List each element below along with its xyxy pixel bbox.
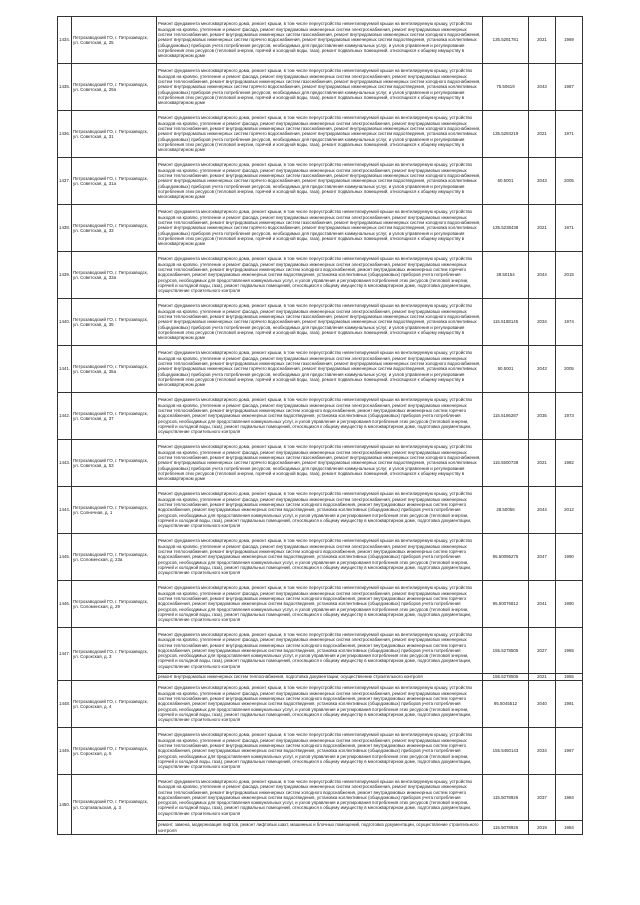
repair-cost: 155.5278505 [483,673,528,680]
repair-works: Ремонт фундамента многоквартирного дома, ремонт крыши, в том числе переустройство невентилируемой крыши на вентилируемую крышу, устройство выходов на кровлю, утепление и ремонт фасада, ремонт внутридомовых инженерных систем электроснабжения, ремонт внутридомовых инженерных систем теплоснабжения, ремонт внутридомовых инженерных систем холодного водоснабжения, ремонт внутридомовых инженерных систем горячего водоснабжения, ремонт внутридомовых инженерных систем водоотведения, установка коллективных (общедомовых) приборов учета потребления ресурсов, необходимых для предоставления коммунальных услуг, и узлов управления и регулирования потребления этих ресурсов (тепловой энергии, горячей и холодной воды, газа), ремонт подвальных помещений, относящихся к общему имуществу в многоквартирном доме, подготовка документации, осуществление строительного контроля [158,491,473,529]
repair-year-cell [529,17,556,64]
house-address: Петрозаводский ГО, г. Петрозаводск, ул. Сорокская, д. 5 [72,728,157,775]
house-address: Петрозаводский ГО, г. Петрозаводск, ул. Советская, д. 35 [72,299,157,346]
row-number: 1438. [58,205,72,252]
repair-cost: 155.5450143 [492,748,519,754]
repair-year-cell [529,111,556,158]
repair-works: Ремонт фундамента многоквартирного дома, ремонт крыши, в том числе переустройство невентилируемой крыши на вентилируемую крышу, устройство выходов на кровлю, утепление и ремонт фасада, ремонт внутридомовых инженерных систем электроснабжения, ремонт внутридомовых инженерных систем теплоснабжения, ремонт внутридомовых инженерных систем газоснабжения, ремонт внутридомовых инженерных систем холодного водоснабжения, ремонт внутридомовых инженерных систем горячего водоснабжения, ремонт внутридомовых инженерных систем водоотведения, установка коллективных (общедомовых) приборов учета потребления ресурсов, необходимых для предоставления коммунальных услуг, и узлов управления и регулирования потребления этих ресурсов (тепловой энергии, горячей и холодной воды, газа), ремонт подвальных помещений, относящихся к общему имуществу в многоквартирном доме [158,68,481,106]
house-address: Петрозаводский ГО, г. Петрозаводск, ул. Советская, д. 29а [72,64,157,111]
table-row [58,728,583,775]
repair-works-cell [157,205,483,252]
repair-cost-cell [483,64,529,111]
repair-year-cell [529,346,556,393]
repair-works-cell [157,440,483,487]
repair-works-cell [157,393,483,440]
repair-year-cell [529,628,556,681]
house-address: Петрозаводский ГО, г. Петрозаводск, ул. Советская, д. 25 [72,17,157,64]
row-number: 1441. [58,346,72,393]
build-year: 1984 [564,794,574,800]
build-year: 1971 [564,225,574,231]
row-number: 1434. [58,17,72,64]
repair-works-cell [157,681,483,728]
build-year: 1967 [564,748,574,754]
house-address: Петрозаводский ГО, г. Петрозаводск, ул. Советская, д. 37 [72,393,157,440]
repair-cost: 115.5188145 [492,319,519,325]
repair-year: 2034 [537,748,547,754]
build-year-cell [556,111,583,158]
repair-works-cell [157,252,483,299]
table-row [58,17,583,64]
repair-cost: 135.5238438 [492,225,519,231]
repair-year-cell [529,64,556,111]
repair-cost-cell [483,728,529,775]
repair-works: ремонт, замена, модернизация лифтов, ремонт лифтовых шахт, машинных и блочных помещений, подготовка документации, осуществление строительного контроля [157,820,482,834]
repair-year: 2021 [537,131,547,137]
row-number: 1448. [58,681,72,728]
build-year: 1965 [564,647,574,653]
repair-works-cell [157,111,483,158]
repair-year: 2044 [537,507,547,513]
row-number: 1447. [58,628,72,681]
repair-works: Ремонт фундамента многоквартирного дома, ремонт крыши, в том числе переустройство невентилируемой крыши на вентилируемую крышу, устройство выходов на кровлю, утепление и ремонт фасада, ремонт внутридомовых инженерных систем электроснабжения, ремонт внутридомовых инженерных систем теплоснабжения, ремонт внутридомовых инженерных систем холодного водоснабжения, ремонт внутридомовых инженерных систем горячего водоснабжения, ремонт внутридомовых инженерных систем водоотведения, установка коллективных (общедомовых) приборов учета потребления ресурсов, необходимых для предоставления коммунальных услуг, и узлов управления и регулирования потребления этих ресурсов (тепловой энергии, горячей и холодной воды, газа), ремонт подвальных помещений, относящихся к общему имуществу в многоквартирном доме, подготовка документации, осуществление строительного контроля [158,397,473,435]
repair-cost-cell [483,346,529,393]
repair-cost: 155.5278505 [492,647,519,653]
repair-year-cell [529,158,556,205]
row-number: 1449. [58,728,72,775]
build-year: 1971 [564,131,574,137]
repair-year-cell [529,252,556,299]
repair-year-cell [529,534,556,581]
house-address: Петрозаводский ГО, г. Петрозаводск, ул. Советская, д. 33а [72,252,157,299]
repair-works: Ремонт фундамента многоквартирного дома, ремонт крыши, в том числе переустройство невентилируемой крыши на вентилируемую крышу, устройство выходов на кровлю, утепление и ремонт фасада, ремонт внутридомовых инженерных систем электроснабжения, ремонт внутридомовых инженерных систем теплоснабжения, ремонт внутридомовых инженерных систем газоснабжения, ремонт внутридомовых инженерных систем холодного водоснабжения, ремонт внутридомовых инженерных систем горячего водоснабжения, ремонт внутридомовых инженерных систем водоотведения, установка коллективных (общедомовых) приборов учета потребления ресурсов, необходимых для предоставления коммунальных услуг, и узлов управления и регулирования потребления этих ресурсов (тепловой энергии, горячей и холодной воды, газа), ремонт подвальных помещений, относящихся к общему имуществу в многоквартирном доме [158,115,481,153]
repair-works-cell [157,487,483,534]
table-row [58,158,583,205]
repair-year: 2021 [537,37,547,43]
repair-cost: 28.50154 [496,272,515,278]
build-year: 2015 [564,272,574,278]
house-address: Петрозаводский ГО, г. Петрозаводск, ул. Советская, д. 31а [72,158,157,205]
repair-cost-cell [483,534,529,581]
house-address: Петрозаводский ГО, г. Петрозаводск, ул. Солнечная, д. 1 [72,487,157,534]
repair-works: Ремонт фундамента многоквартирного дома, ремонт крыши, в том числе переустройство невентилируемой крыши на вентилируемую крышу, устройство выходов на кровлю, утепление и ремонт фасада, ремонт внутридомовых инженерных систем электроснабжения, ремонт внутридомовых инженерных систем теплоснабжения, ремонт внутридомовых инженерных систем холодного водоснабжения, ремонт внутридомовых инженерных систем горячего водоснабжения, ремонт внутридомовых инженерных систем водоотведения, установка коллективных (общедомовых) приборов учета потребления ресурсов, необходимых для предоставления коммунальных услуг, и узлов управления и регулирования потребления этих ресурсов (тепловой энергии, горячей и холодной воды, газа), ремонт подвальных помещений, относящихся к общему имуществу в многоквартирном доме, подготовка документации, осуществление строительного контроля [158,631,473,669]
row-number: 1437. [58,158,72,205]
repair-works: Ремонт фундамента многоквартирного дома, ремонт крыши, в том числе переустройство невентилируемой крыши на вентилируемую крышу, устройство выходов на кровлю, утепление и ремонт фасада, ремонт внутридомовых инженерных систем электроснабжения, ремонт внутридомовых инженерных систем теплоснабжения, ремонт внутридомовых инженерных систем газоснабжения, ремонт внутридомовых инженерных систем холодного водоснабжения, ремонт внутридомовых инженерных систем горячего водоснабжения, ремонт внутридомовых инженерных систем водоотведения, установка коллективных (общедомовых) приборов учета потребления ресурсов, необходимых для предоставления коммунальных услуг, и узлов управления и регулирования потребления этих ресурсов (тепловой энергии, горячей и холодной воды, газа), ремонт подвальных помещений, относящихся к общему имуществу в многоквартирном доме [158,21,481,59]
repair-works-cell [157,581,483,628]
repair-year-cell [529,440,556,487]
repair-cost-cell [483,299,529,346]
repair-year: 2037 [537,794,547,800]
build-year: 2005 [564,366,574,372]
build-year: 1965 [556,673,582,680]
repair-year: 2021 [537,460,547,466]
repair-works: Ремонт фундамента многоквартирного дома, ремонт крыши, в том числе переустройство невентилируемой крыши на вентилируемую крышу, устройство выходов на кровлю, утепление и ремонт фасада, ремонт внутридомовых инженерных систем электроснабжения, ремонт внутридомовых инженерных систем теплоснабжения, ремонт внутридомовых инженерных систем холодного водоснабжения, ремонт внутридомовых инженерных систем горячего водоснабжения, ремонт внутридомовых инженерных систем водоотведения, установка коллективных (общедомовых) приборов учета потребления ресурсов, необходимых для предоставления коммунальных услуг, и узлов управления и регулирования потребления этих ресурсов (тепловой энергии, горячей и холодной воды, газа), ремонт подвальных помещений, относящихся к общему имуществу в многоквартирном доме, подготовка документации, осуществление строительного контроля [158,585,473,623]
repair-works: Ремонт фундамента многоквартирного дома, ремонт крыши, в том числе переустройство невентилируемой крыши на вентилируемую крышу, устройство выходов на кровлю, утепление и ремонт фасада, ремонт внутридомовых инженерных систем электроснабжения, ремонт внутридомовых инженерных систем теплоснабжения, ремонт внутридомовых инженерных систем холодного водоснабжения, ремонт внутридомовых инженерных систем горячего водоснабжения, ремонт внутридомовых инженерных систем водоотведения, установка коллективных (общедомовых) приборов учета потребления ресурсов, необходимых для предоставления коммунальных услуг, и узлов управления и регулирования потребления этих ресурсов (тепловой энергии, горячей и холодной воды, газа), ремонт подвальных помещений, относящихся к общему имуществу в многоквартирном доме, подготовка документации, осуществление строительного контроля [158,256,473,294]
repair-year-cell [529,728,556,775]
build-year: 1973 [564,413,574,419]
repair-works: Ремонт фундамента многоквартирного дома, ремонт крыши, в том числе переустройство невентилируемой крыши на вентилируемую крышу, устройство выходов на кровлю, утепление и ремонт фасада, ремонт внутридомовых инженерных систем электроснабжения, ремонт внутридомовых инженерных систем теплоснабжения, ремонт внутридомовых инженерных систем холодного водоснабжения, ремонт внутридомовых инженерных систем горячего водоснабжения, ремонт внутридомовых инженерных систем водоотведения, установка коллективных (общедомовых) приборов учета потребления ресурсов, необходимых для предоставления коммунальных услуг, и узлов управления и регулирования потребления этих ресурсов (тепловой энергии, горячей и холодной воды, газа), ремонт подвальных помещений, относящихся к общему имуществу в многоквартирном доме, подготовка документации, осуществление строительного контроля [158,685,473,723]
table-row [58,205,583,252]
table-row [58,252,583,299]
repair-cost: 115.5500738 [492,460,519,466]
build-year: 1991 [564,701,574,707]
table-row [58,487,583,534]
repair-works-cell [157,775,483,835]
repair-year: 2043 [537,178,547,184]
build-year: 2012 [564,507,574,513]
house-address: Петрозаводский ГО, г. Петрозаводск, ул. Сортавальская, д. 3 [72,775,157,835]
repair-cost-cell [483,681,529,728]
build-year-cell [556,440,583,487]
repair-cost-cell [483,775,529,835]
build-year-cell [556,775,583,835]
repair-cost: 115.5078926 [492,794,519,800]
house-address: Петрозаводский ГО, г. Петрозаводск, ул. Советская, д. 33 [72,205,157,252]
house-address: Петрозаводский ГО, г. Петрозаводск, ул. Соломенская, д. 29 [72,581,157,628]
row-number: 1440. [58,299,72,346]
repair-year-cell [529,393,556,440]
build-year-cell [556,393,583,440]
repair-works-cell [157,728,483,775]
build-year-cell [556,64,583,111]
table-row [58,628,583,681]
table-row [58,775,583,835]
repair-works-cell [157,64,483,111]
house-address: Петрозаводский ГО, г. Петрозаводск, ул. Советская, д. 35а [72,346,157,393]
build-year-cell [556,158,583,205]
repair-year: 2034 [537,319,547,325]
house-address: Петрозаводский ГО, г. Петрозаводск, ул. Соломенская, д. 23а [72,534,157,581]
repair-year: 2027 [537,647,547,653]
repair-works: Ремонт фундамента многоквартирного дома, ремонт крыши, в том числе переустройство невентилируемой крыши на вентилируемую крышу, устройство выходов на кровлю, утепление и ремонт фасада, ремонт внутридомовых инженерных систем электроснабжения, ремонт внутридомовых инженерных систем теплоснабжения, ремонт внутридомовых инженерных систем холодного водоснабжения, ремонт внутридомовых инженерных систем горячего водоснабжения, ремонт внутридомовых инженерных систем водоотведения, установка коллективных (общедомовых) приборов учета потребления ресурсов, необходимых для предоставления коммунальных услуг, и узлов управления и регулирования потребления этих ресурсов (тепловой энергии, горячей и холодной воды, газа), ремонт подвальных помещений, относящихся к общему имуществу в многоквартирном доме, подготовка документации, осуществление строительного контроля [158,538,473,576]
row-number: 1450. [58,775,72,835]
build-year-cell [556,487,583,534]
repair-cost: 28.50056 [496,507,515,513]
repair-cost-cell [483,158,529,205]
repair-cost: 135.5284219 [492,131,519,137]
repair-cost-cell [483,487,529,534]
repair-year-cell [529,681,556,728]
build-year-cell [556,534,583,581]
build-year: 1990 [564,601,574,607]
repair-works: Ремонт фундамента многоквартирного дома, ремонт крыши, в том числе переустройство невентилируемой крыши на вентилируемую крышу, устройство выходов на кровлю, утепление и ремонт фасада, ремонт внутридомовых инженерных систем электроснабжения, ремонт внутридомовых инженерных систем теплоснабжения, ремонт внутридомовых инженерных систем холодного водоснабжения, ремонт внутридомовых инженерных систем горячего водоснабжения, ремонт внутридомовых инженерных систем водоотведения, установка коллективных (общедомовых) приборов учета потребления ресурсов, необходимых для предоставления коммунальных услуг, и узлов управления и регулирования потребления этих ресурсов (тепловой энергии, горячей и холодной воды, газа), ремонт подвальных помещений, относящихся к общему имуществу в многоквартирном доме, подготовка документации, осуществление строительного контроля [158,778,473,816]
row-number: 1442. [58,393,72,440]
repair-cost-cell [483,440,529,487]
repair-year-cell [529,205,556,252]
build-year-cell [556,299,583,346]
repair-works-cell [157,158,483,205]
repair-year: 2043 [537,84,547,90]
row-number: 1446. [58,581,72,628]
table-body [58,17,583,835]
repair-works-cell [157,299,483,346]
repair-cost: 115.5078926 [483,820,528,834]
table-row [58,534,583,581]
table-row [58,681,583,728]
repair-cost-cell [483,205,529,252]
repair-cost: 50.5001 [497,178,514,184]
repair-cost-cell [483,17,529,64]
repair-cost: 95.50076812 [492,601,519,607]
repair-year: 2043 [537,366,547,372]
repair-year: 2021 [529,673,555,680]
repair-year: 2021 [537,225,547,231]
repair-cost: 95.5045512 [493,701,518,707]
build-year-cell [556,252,583,299]
capital-repair-table [57,16,583,835]
repair-works-cell [157,346,483,393]
build-year: 2005 [564,178,574,184]
repair-works: ремонт внутридомовых инженерных систем теплоснабжения, подготовка документации, осуществление строительного контроля [157,673,482,680]
repair-cost: 95.50096275 [492,554,519,560]
house-address: Петрозаводский ГО, г. Петрозаводск, ул. Сорокская, д. 4 [72,681,157,728]
build-year: 1990 [564,554,574,560]
build-year-cell [556,681,583,728]
repair-works-cell [157,628,483,681]
table-row [58,346,583,393]
table-row [58,64,583,111]
build-year: 1984 [556,820,582,834]
repair-year-cell [529,581,556,628]
repair-works-cell [157,17,483,64]
build-year-cell [556,17,583,64]
repair-year: 2044 [537,272,547,278]
row-number: 1444. [58,487,72,534]
build-year-cell [556,346,583,393]
row-number: 1443. [58,440,72,487]
repair-works: Ремонт фундамента многоквартирного дома, ремонт крыши, в том числе переустройство невентилируемой крыши на вентилируемую крышу, устройство выходов на кровлю, утепление и ремонт фасада, ремонт внутридомовых инженерных систем электроснабжения, ремонт внутридомовых инженерных систем теплоснабжения, ремонт внутридомовых инженерных систем газоснабжения, ремонт внутридомовых инженерных систем холодного водоснабжения, ремонт внутридомовых инженерных систем горячего водоснабжения, ремонт внутридомовых инженерных систем водоотведения, установка коллективных (общедомовых) приборов учета потребления ресурсов, необходимых для предоставления коммунальных услуг, и узлов управления и регулирования потребления этих ресурсов (тепловой энергии, горячей и холодной воды, газа), ремонт подвальных помещений, относящихся к общему имуществу в многоквартирном доме [158,162,481,200]
repair-year: 2040 [537,701,547,707]
repair-works: Ремонт фундамента многоквартирного дома, ремонт крыши, в том числе переустройство невентилируемой крыши на вентилируемую крышу, устройство выходов на кровлю, утепление и ремонт фасада, ремонт внутридомовых инженерных систем электроснабжения, ремонт внутридомовых инженерных систем теплоснабжения, ремонт внутридомовых инженерных систем газоснабжения, ремонт внутридомовых инженерных систем холодного водоснабжения, ремонт внутридомовых инженерных систем горячего водоснабжения, ремонт внутридомовых инженерных систем водоотведения, установка коллективных (общедомовых) приборов учета потребления ресурсов, необходимых для предоставления коммунальных услуг, и узлов управления и регулирования потребления этих ресурсов (тепловой энергии, горячей и холодной воды, газа), ремонт подвальных помещений, относящихся к общему имуществу в многоквартирном доме [158,444,481,482]
build-year: 1974 [564,319,574,325]
table-row [58,299,583,346]
repair-year-cell [529,487,556,534]
repair-year: 2041 [537,601,547,607]
build-year-cell [556,205,583,252]
row-number: 1435. [58,64,72,111]
build-year: 1969 [564,37,574,43]
table-row [58,393,583,440]
repair-year: 2035 [537,413,547,419]
row-number: 1445. [58,534,72,581]
repair-year: 2019 [529,820,555,834]
repair-cost-cell [483,111,529,158]
build-year-cell [556,581,583,628]
table-row [58,111,583,158]
repair-year-cell [529,775,556,835]
repair-cost: 135.5281781 [492,37,519,43]
repair-year: 2047 [537,554,547,560]
repair-cost-cell [483,581,529,628]
row-number: 1436. [58,111,72,158]
house-address: Петрозаводский ГО, г. Петрозаводск, ул. Советская, д. 31 [72,111,157,158]
repair-works: Ремонт фундамента многоквартирного дома, ремонт крыши, в том числе переустройство невентилируемой крыши на вентилируемую крышу, устройство выходов на кровлю, утепление и ремонт фасада, ремонт внутридомовых инженерных систем электроснабжения, ремонт внутридомовых инженерных систем теплоснабжения, ремонт внутридомовых инженерных систем газоснабжения, ремонт внутридомовых инженерных систем холодного водоснабжения, ремонт внутридомовых инженерных систем горячего водоснабжения, ремонт внутридомовых инженерных систем водоотведения, установка коллективных (общедомовых) приборов учета потребления ресурсов, необходимых для предоставления коммунальных услуг, и узлов управления и регулирования потребления этих ресурсов (тепловой энергии, горячей и холодной воды, газа), ремонт подвальных помещений, относящихся к общему имуществу в многоквартирном доме [158,303,481,341]
build-year: 1982 [564,460,574,466]
build-year: 1987 [564,84,574,90]
repair-cost-cell [483,628,529,681]
table-row [58,440,583,487]
repair-cost-cell [483,393,529,440]
repair-cost: 50.5001 [497,366,514,372]
repair-works: Ремонт фундамента многоквартирного дома, ремонт крыши, в том числе переустройство невентилируемой крыши на вентилируемую крышу, устройство выходов на кровлю, утепление и ремонт фасада, ремонт внутридомовых инженерных систем электроснабжения, ремонт внутридомовых инженерных систем теплоснабжения, ремонт внутридомовых инженерных систем газоснабжения, ремонт внутридомовых инженерных систем холодного водоснабжения, ремонт внутридомовых инженерных систем горячего водоснабжения, ремонт внутридомовых инженерных систем водоотведения, установка коллективных (общедомовых) приборов учета потребления ресурсов, необходимых для предоставления коммунальных услуг, и узлов управления и регулирования потребления этих ресурсов (тепловой энергии, горячей и холодной воды, газа), ремонт подвальных помещений, относящихся к общему имуществу в многоквартирном доме [158,350,481,388]
repair-cost-cell [483,252,529,299]
row-number: 1439. [58,252,72,299]
house-address: Петрозаводский ГО, г. Петрозаводск, ул. Советская, д. 53 [72,440,157,487]
house-address: Петрозаводский ГО, г. Петрозаводск, ул. Сорокская, д. 3 [72,628,157,681]
build-year-cell [556,628,583,681]
table-row [58,581,583,628]
build-year-cell [556,728,583,775]
repair-cost: 75.50619 [496,84,515,90]
repair-cost: 115.5186287 [492,413,519,419]
repair-works: Ремонт фундамента многоквартирного дома, ремонт крыши, в том числе переустройство невентилируемой крыши на вентилируемую крышу, устройство выходов на кровлю, утепление и ремонт фасада, ремонт внутридомовых инженерных систем электроснабжения, ремонт внутридомовых инженерных систем теплоснабжения, ремонт внутридомовых инженерных систем газоснабжения, ремонт внутридомовых инженерных систем холодного водоснабжения, ремонт внутридомовых инженерных систем горячего водоснабжения, ремонт внутридомовых инженерных систем водоотведения, установка коллективных (общедомовых) приборов учета потребления ресурсов, необходимых для предоставления коммунальных услуг, и узлов управления и регулирования потребления этих ресурсов (тепловой энергии, горячей и холодной воды, газа), ремонт подвальных помещений, относящихся к общему имуществу в многоквартирном доме [158,209,481,247]
repair-year-cell [529,299,556,346]
repair-works-cell [157,534,483,581]
repair-works: Ремонт фундамента многоквартирного дома, ремонт крыши, в том числе переустройство невентилируемой крыши на вентилируемую крышу, устройство выходов на кровлю, утепление и ремонт фасада, ремонт внутридомовых инженерных систем электроснабжения, ремонт внутридомовых инженерных систем теплоснабжения, ремонт внутридомовых инженерных систем холодного водоснабжения, ремонт внутридомовых инженерных систем горячего водоснабжения, ремонт внутридомовых инженерных систем водоотведения, установка коллективных (общедомовых) приборов учета потребления ресурсов, необходимых для предоставления коммунальных услуг, и узлов управления и регулирования потребления этих ресурсов (тепловой энергии, горячей и холодной воды, газа), ремонт подвальных помещений, относящихся к общему имуществу в многоквартирном доме, подготовка документации, осуществление строительного контроля [158,732,473,770]
